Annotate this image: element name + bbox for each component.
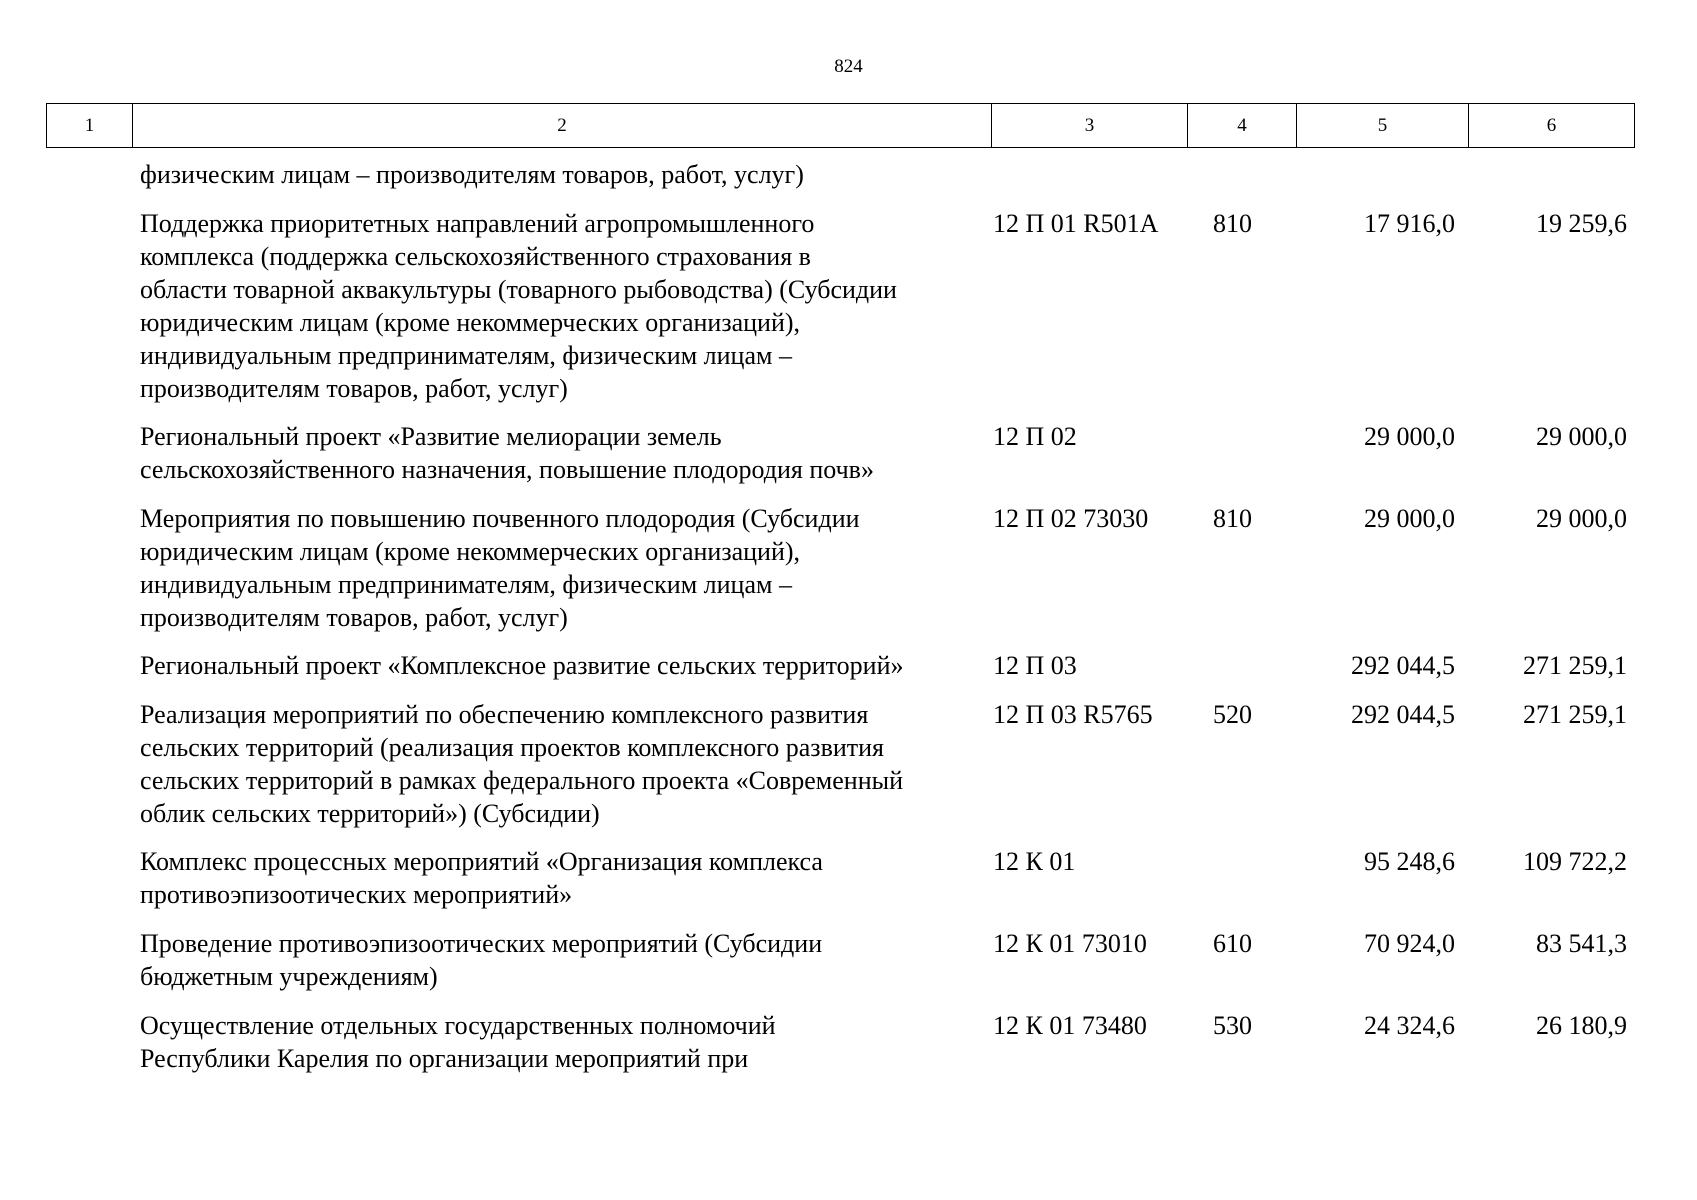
description-line: сельских территорий (реализация проектов комплексного развития (140, 733, 884, 762)
row-type: 810 (1213, 209, 1252, 238)
description-line: Поддержка приоритетных направлений агропромышленного (140, 209, 815, 238)
row-code: 12 П 03 R5765 (993, 700, 1153, 729)
column-header-3: 3 (992, 104, 1188, 148)
column-header-row (47, 104, 1635, 148)
row-description (140, 927, 985, 993)
row-value-5: 29 000,0 (1364, 504, 1455, 533)
row-type: 810 (1213, 504, 1252, 533)
column-header-4: 4 (1188, 104, 1297, 148)
row-description (140, 420, 985, 486)
row-value-5: 17 916,0 (1364, 209, 1455, 238)
description-line: юридическим лицам (кроме некоммерческих организаций), (140, 537, 801, 566)
description-line: Мероприятия по повышению почвенного плодородия (Субсидии (140, 504, 860, 533)
row-value-6: 83 541,3 (1536, 929, 1627, 958)
description-line: бюджетным учреждениям) (140, 962, 438, 991)
description-line: облик сельских территорий») (Субсидии) (140, 799, 600, 828)
row-value-6: 271 259,1 (1523, 651, 1627, 680)
row-value-5: 24 324,6 (1364, 1011, 1455, 1040)
description-line: индивидуальным предпринимателям, физическим лицам – (140, 341, 792, 370)
row-value-5: 292 044,5 (1351, 651, 1455, 680)
row-value-6: 19 259,6 (1536, 209, 1627, 238)
row-code: 12 К 01 73010 (993, 929, 1147, 958)
row-value-5: 29 000,0 (1364, 422, 1455, 451)
row-description (140, 649, 985, 682)
description-line: физическим лицам – производителям товаров, работ, услуг) (140, 160, 804, 189)
row-value-5: 70 924,0 (1364, 929, 1455, 958)
row-code: 12 К 01 73480 (993, 1011, 1147, 1040)
description-line: индивидуальным предпринимателям, физическим лицам – (140, 570, 792, 599)
column-header-table (46, 103, 1635, 148)
description-line: Реализация мероприятий по обеспечению комплексного развития (140, 700, 869, 729)
column-header-6: 6 (1469, 104, 1635, 148)
description-line: Осуществление отдельных государственных полномочий (140, 1011, 776, 1040)
description-line: сельскохозяйственного назначения, повышение плодородия почв» (140, 455, 874, 484)
description-line: Региональный проект «Развитие мелиорации земель (140, 422, 722, 451)
description-line: Комплекс процессных мероприятий «Организация комплекса (140, 847, 823, 876)
description-line: сельских территорий в рамках федерального проекта «Современный (140, 766, 904, 795)
row-code: 12 П 03 (993, 651, 1077, 680)
row-description (140, 207, 985, 405)
row-value-6: 29 000,0 (1536, 422, 1627, 451)
description-line: комплекса (поддержка сельскохозяйственного страхования в (140, 242, 811, 271)
row-value-6: 271 259,1 (1523, 700, 1627, 729)
row-code: 12 П 01 R501А (993, 209, 1159, 238)
row-type: 610 (1213, 929, 1252, 958)
row-description (140, 158, 985, 191)
row-description (140, 698, 985, 830)
description-line: противоэпизоотических мероприятий» (140, 880, 573, 909)
row-code: 12 К 01 (993, 847, 1076, 876)
description-line: области товарной аквакультуры (товарного рыбоводства) (Субсидии (140, 275, 897, 304)
row-code: 12 П 02 73030 (993, 504, 1149, 533)
row-type: 520 (1213, 700, 1252, 729)
column-header-1: 1 (47, 104, 133, 148)
column-header-2: 2 (133, 104, 992, 148)
description-line: Проведение противоэпизоотических мероприятий (Субсидии (140, 929, 823, 958)
row-description (140, 1009, 985, 1075)
row-value-6: 29 000,0 (1536, 504, 1627, 533)
row-description (140, 845, 985, 911)
row-type: 530 (1213, 1011, 1252, 1040)
row-value-6: 109 722,2 (1523, 847, 1627, 876)
row-value-5: 292 044,5 (1351, 700, 1455, 729)
column-header-5: 5 (1297, 104, 1469, 148)
row-description (140, 502, 985, 634)
page-number: 824 (834, 56, 863, 77)
description-line: производителям товаров, работ, услуг) (140, 603, 568, 632)
row-value-6: 26 180,9 (1536, 1011, 1627, 1040)
description-line: юридическим лицам (кроме некоммерческих организаций), (140, 308, 801, 337)
description-line: Республики Карелия по организации мероприятий при (140, 1044, 749, 1073)
row-code: 12 П 02 (993, 422, 1077, 451)
row-value-5: 95 248,6 (1364, 847, 1455, 876)
description-line: производителям товаров, работ, услуг) (140, 374, 568, 403)
description-line: Региональный проект «Комплексное развитие сельских территорий» (140, 651, 904, 680)
